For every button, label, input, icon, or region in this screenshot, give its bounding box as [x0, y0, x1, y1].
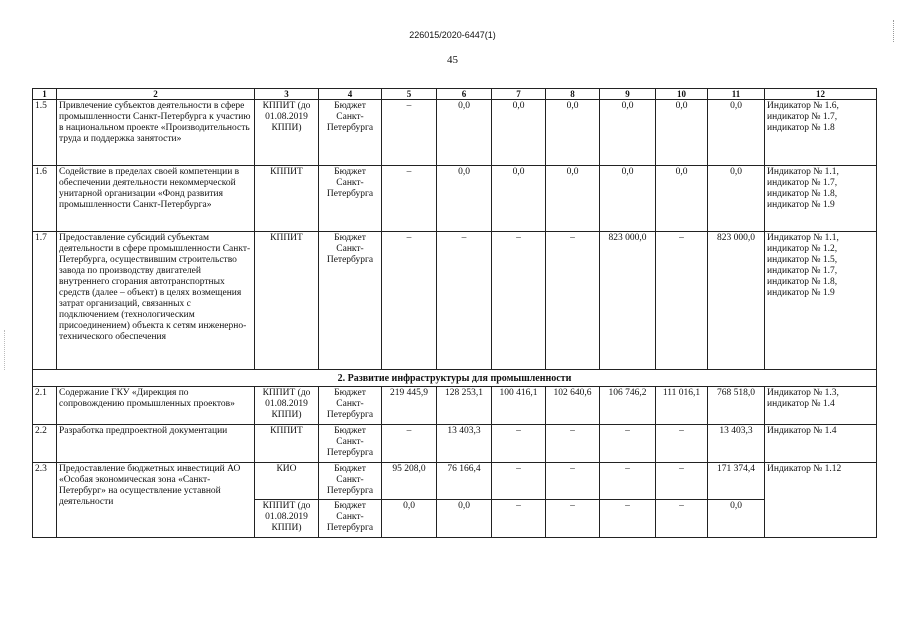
funding-source: Бюджет Санкт-Петербурга	[319, 387, 382, 425]
column-number: 7	[492, 89, 546, 100]
value-cell: 76 166,4	[437, 463, 492, 500]
row-number: 2.1	[33, 387, 57, 425]
value-cell: –	[546, 500, 600, 538]
section-row	[33, 370, 877, 387]
activity-name: Разработка предпроектной документации	[57, 425, 255, 463]
funding-source: Бюджет Санкт-Петербурга	[319, 166, 382, 232]
value-cell: –	[492, 232, 546, 370]
value-cell: 102 640,6	[546, 387, 600, 425]
funding-source: Бюджет Санкт-Петербурга	[319, 463, 382, 500]
value-cell: 0,0	[437, 166, 492, 232]
activity-name: Содействие в пределах своей компетенции в обеспечении деятельности некоммерческой унитарной организации «Фонд развития промышленности Санкт-Петербурга»	[57, 166, 255, 232]
value-cell: –	[546, 463, 600, 500]
value-cell: –	[382, 425, 437, 463]
value-cell: –	[546, 232, 600, 370]
executor: КППИТ	[255, 166, 319, 232]
executor: КППИТ	[255, 232, 319, 370]
value-cell: 0,0	[382, 500, 437, 538]
executor: КППИТ (до 01.08.2019 КППИ)	[255, 100, 319, 166]
column-number: 2	[57, 89, 255, 100]
page-number: 45	[447, 54, 458, 66]
value-cell: –	[600, 425, 656, 463]
value-cell: –	[437, 232, 492, 370]
value-cell: 0,0	[546, 166, 600, 232]
value-cell: –	[492, 500, 546, 538]
indicators: Индикатор № 1.6, индикатор № 1.7, индикатор № 1.8	[765, 100, 877, 166]
executor: КППИТ (до 01.08.2019 КППИ)	[255, 387, 319, 425]
column-number: 10	[656, 89, 708, 100]
funding-source: Бюджет Санкт-Петербурга	[319, 232, 382, 370]
row-number: 2.2	[33, 425, 57, 463]
indicators: Индикатор № 1.1, индикатор № 1.2, индикатор № 1.5, индикатор № 1.7, индикатор № 1.8, индикатор № 1.9	[765, 232, 877, 370]
value-cell: 0,0	[600, 100, 656, 166]
value-cell: 219 445,9	[382, 387, 437, 425]
value-cell: 0,0	[437, 100, 492, 166]
value-cell: –	[600, 463, 656, 500]
activity-name: Предоставление субсидий субъектам деятельности в сфере промышленности Санкт-Петербурга, осуществившим строительство завода по производству двигателей внутреннего сгорания автотранспортных средств (далее – объект) в целях возмещения затрат организаций, связанных с подключением (технологическим присоединением) объекта к сетям инженерно-технического обеспечения	[57, 232, 255, 370]
value-cell: 823 000,0	[600, 232, 656, 370]
column-number: 1	[33, 89, 57, 100]
column-number: 11	[708, 89, 765, 100]
table-row	[33, 425, 877, 463]
value-cell: –	[382, 166, 437, 232]
value-cell: 0,0	[708, 166, 765, 232]
indicators: Индикатор № 1.3, индикатор № 1.4	[765, 387, 877, 425]
row-number: 1.6	[33, 166, 57, 232]
funding-source: Бюджет Санкт-Петербурга	[319, 425, 382, 463]
value-cell: –	[492, 463, 546, 500]
activity-name: Предоставление бюджетных инвестиций АО «Особая экономическая зона «Санкт-Петербург» на осуществление уставной деятельности	[57, 463, 255, 538]
value-cell: –	[546, 425, 600, 463]
value-cell: 95 208,0	[382, 463, 437, 500]
column-number: 8	[546, 89, 600, 100]
value-cell: –	[656, 463, 708, 500]
value-cell: 111 016,1	[656, 387, 708, 425]
row-number: 1.5	[33, 100, 57, 166]
funding-source: Бюджет Санкт-Петербурга	[319, 100, 382, 166]
activity-name: Содержание ГКУ «Дирекция по сопровождению промышленных проектов»	[57, 387, 255, 425]
table-row	[33, 387, 877, 425]
column-number: 5	[382, 89, 437, 100]
row-number: 1.7	[33, 232, 57, 370]
value-cell: 823 000,0	[708, 232, 765, 370]
value-cell: 106 746,2	[600, 387, 656, 425]
value-cell: 0,0	[656, 100, 708, 166]
value-cell: 0,0	[546, 100, 600, 166]
column-number-row	[33, 89, 877, 100]
value-cell: –	[382, 232, 437, 370]
table-row	[33, 463, 877, 500]
activity-name: Привлечение субъектов деятельности в сфере промышленности Санкт-Петербурга к участию в национальном проекте «Производительность труда и поддержка занятости»	[57, 100, 255, 166]
value-cell: –	[656, 232, 708, 370]
executor: КППИТ (до 01.08.2019 КППИ)	[255, 500, 319, 538]
value-cell: 171 374,4	[708, 463, 765, 500]
value-cell: 0,0	[708, 500, 765, 538]
row-number: 2.3	[33, 463, 57, 538]
value-cell: 768 518,0	[708, 387, 765, 425]
value-cell: 13 403,3	[437, 425, 492, 463]
column-number: 3	[255, 89, 319, 100]
value-cell: 0,0	[600, 166, 656, 232]
column-number: 4	[319, 89, 382, 100]
value-cell: 128 253,1	[437, 387, 492, 425]
indicators: Индикатор № 1.1, индикатор № 1.7, индикатор № 1.8, индикатор № 1.9	[765, 166, 877, 232]
value-cell: 0,0	[708, 100, 765, 166]
column-number: 6	[437, 89, 492, 100]
value-cell: 0,0	[437, 500, 492, 538]
column-number: 9	[600, 89, 656, 100]
executor: КИО	[255, 463, 319, 500]
funding-source: Бюджет Санкт-Петербурга	[319, 500, 382, 538]
value-cell: 0,0	[492, 166, 546, 232]
value-cell: –	[656, 500, 708, 538]
value-cell: 100 416,1	[492, 387, 546, 425]
value-cell: –	[656, 425, 708, 463]
table-row	[33, 166, 877, 232]
section-title: 2. Развитие инфраструктуры для промышленности	[33, 370, 877, 387]
value-cell: 13 403,3	[708, 425, 765, 463]
value-cell: –	[382, 100, 437, 166]
indicators: Индикатор № 1.4	[765, 425, 877, 463]
value-cell: 0,0	[492, 100, 546, 166]
executor: КППИТ	[255, 425, 319, 463]
program-table	[32, 88, 877, 538]
column-number: 12	[765, 89, 877, 100]
table-row	[33, 100, 877, 166]
value-cell: –	[600, 500, 656, 538]
table-row	[33, 232, 877, 370]
margin-mark	[4, 330, 6, 370]
value-cell: 0,0	[656, 166, 708, 232]
document-id: 226015/2020-6447(1)	[409, 30, 496, 40]
value-cell: –	[492, 425, 546, 463]
indicators: Индикатор № 1.12	[765, 463, 877, 538]
